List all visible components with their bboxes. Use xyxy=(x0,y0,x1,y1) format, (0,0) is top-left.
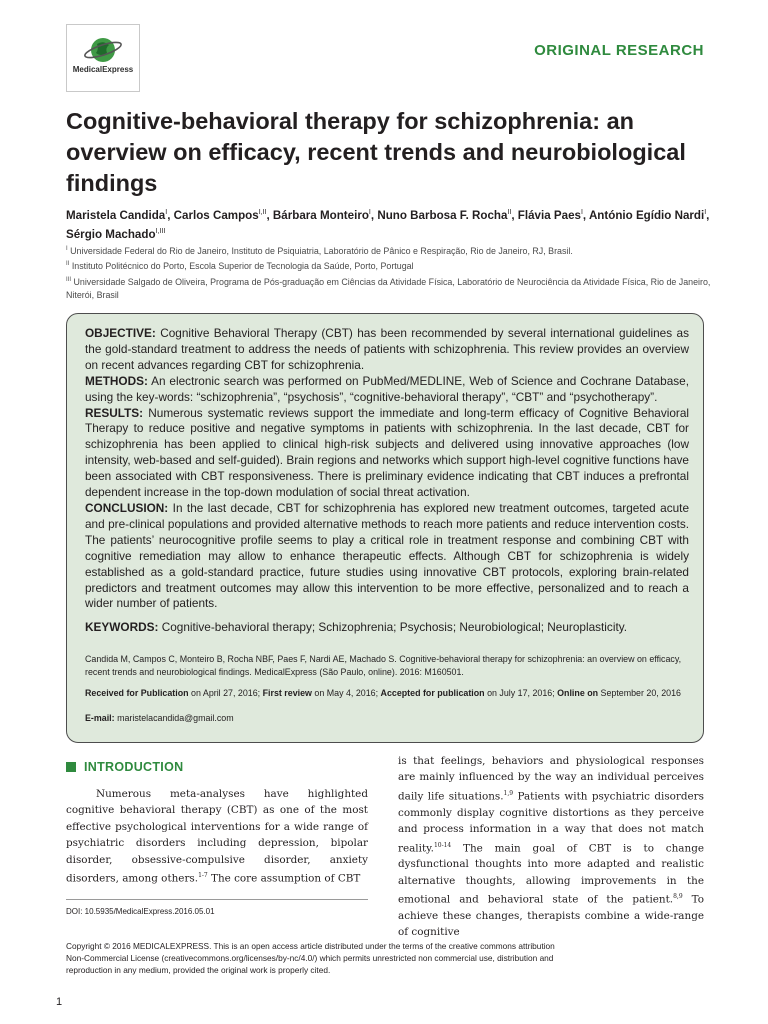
author-name: Maristela Candida xyxy=(66,208,166,222)
author-name: Bárbara Monteiro xyxy=(272,208,369,222)
globe-logo-icon xyxy=(83,35,123,65)
abstract-conclusion: CONCLUSION: In the last decade, CBT for schizophrenia has explored new treatment outcomes, targeted acute and pre-clinical populations and provided alternative methods to reach more patients and reduce intervention costs. The patients’ neurocognitive profile seems to play a critical role in treatment response and combining CBT with cognitive remediation may allow to enhance therapeutic effects. Although CBT for schizophrenia is widely established as a gold-standard practice, future studies using innovative CBT protocols, exploring brain-related predictors and treatment outcomes may allow this intervention to be more effective, personalized and to reach a wider number of patients. xyxy=(85,500,690,611)
affiliations xyxy=(66,243,721,303)
email-link[interactable]: maristelacandida@gmail.com xyxy=(117,713,234,723)
publication-dates: Received for Publication on April 27, 2016; First review on May 4, 2016; Accepted for publication on July 17, 2016; Online on September 20, 2016 xyxy=(85,688,681,698)
citation: Candida M, Campos C, Monteiro B, Rocha NBF, Paes F, Nardi AE, Machado S. Cognitive-behavioral therapy for schizophrenia: an overview on efficacy, recent trends and neurobiological findings. MedicalExpress (São Paulo, online). 2016: M160501. xyxy=(85,654,682,677)
author-name: Flávia Paes xyxy=(517,208,581,222)
introduction-heading: INTRODUCTION xyxy=(66,760,183,774)
copyright-notice: Copyright © 2016 MEDICALEXPRESS. This is an open access article distributed under the terms of the creative commons attribution Non-Commercial License (creativecommons.org/licenses/by-nc/4.0/) which permits unrestricted non commercial use, distribution and reproduction in any medium, provided the original work is properly cited. xyxy=(66,941,555,975)
abstract-results: RESULTS: Numerous systematic reviews support the immediate and long-term efficacy of Cognitive Behavioral Therapy to reduce positive and negative symptoms in patients with schizophrenia. In the last decade, CBT for schizophrenia has been applied to clinical high-risk subjects and delivered using innovative approaches (low intensity, web-based and self-guided). Brain regions and networks which support high-level cognitive functions have been associated with CBT responsiveness. There is preliminary evidence indicating that CBT induces a prefrontal dependent increase in the top-down modulation of social threat activation. xyxy=(85,405,690,500)
author-list: Maristela Candida$^I$, Carlos Campos$^{I,II}$, Bárbara Monteiro$^I$, Nuno Barbosa F. Rocha$^{II}$, Flávia Paes$^I$, António Egídio Nardi$^I$, Sérgio Machado$^{I,III}$ xyxy=(66,208,710,241)
author-name: Sérgio Machado xyxy=(66,227,156,241)
author-name: António Egídio Nardi xyxy=(588,208,705,222)
intro-left-column: Numerous meta-analyses have highlighted cognitive behavioral therapy (CBT) as one of the most effective psychological interventions for a wide range of psychiatric disorders including depression, bipolar disorder, obsessive-compulsive disorder, anxiety disorders, among others.$^{1-7}$ The core assumption of CBT xyxy=(66,788,368,885)
affiliation: $^I$ Universidade Federal do Rio de Janeiro, Instituto de Psiquiatria, Laboratório de Pânico e Respiração, Rio de Janeiro, RJ, Brasil. xyxy=(66,245,573,256)
article-title: Cognitive-behavioral therapy for schizophrenia: an overview on efficacy, recent trends and neurobiological findings xyxy=(66,108,686,196)
logo-text: MedicalExpress xyxy=(72,65,134,74)
doi: DOI: 10.5935/MedicalExpress.2016.05.01 xyxy=(66,907,215,916)
affiliation: $^{III}$ Universidade Salgado de Oliveira, Programa de Pós-graduação em Ciências da Atividade Física, Laboratório de Neurociência da Atividade Física, Rio de Janeiro, Niterói, Brasil xyxy=(66,276,711,301)
doi-divider xyxy=(66,899,368,900)
abstract-box xyxy=(66,313,704,743)
intro-right-column: is that feelings, behaviors and physiological responses are mainly influenced by the way an individual perceives daily life situations.$^{1,9}$ Patients with psychiatric disorders commonly display cognitive distortions as they perceive and process information in a way that does not match reality.$^{10-14}$ The main goal of CBT is to change dysfunctional thoughts into more adapted and realistic alternative thoughts, allowing improvements in the emotional and behavioral state of the patient.$^{8,9}$ To achieve these changes, therapists combine a wide-range of cognitive xyxy=(398,755,705,939)
abstract-methods: METHODS: An electronic search was performed on PubMed/MEDLINE, Web of Science and Cochrane Database, using the key-words: “schizophrenia”, “psychosis”, “cognitive-behavioral therapy”, “CBT” and “psychotherapy”. xyxy=(85,373,689,404)
contact-email: E-mail: maristelacandida@gmail.com xyxy=(85,713,234,723)
square-bullet-icon xyxy=(66,762,76,772)
affiliation: $^{II}$ Instituto Politécnico do Porto, Escola Superior de Tecnologia da Saúde, Porto, Portugal xyxy=(66,261,414,272)
abstract-body xyxy=(85,326,689,612)
keywords: KEYWORDS: Cognitive-behavioral therapy; Schizophrenia; Psychosis; Neurobiological; Neuroplasticity. xyxy=(85,620,628,634)
journal-logo xyxy=(66,24,140,92)
section-label: ORIGINAL RESEARCH xyxy=(534,42,704,59)
abstract-objective: OBJECTIVE: Cognitive Behavioral Therapy (CBT) has been recommended by several international guidelines as the gold-standard treatment to address the needs of patients with schizophrenia. This review provides an overview on recent advances regarding CBT for schizophrenia. xyxy=(85,326,689,372)
author-name: Nuno Barbosa F. Rocha xyxy=(377,208,508,222)
author-name: Carlos Campos xyxy=(173,208,259,222)
page-number: 1 xyxy=(56,996,63,1008)
